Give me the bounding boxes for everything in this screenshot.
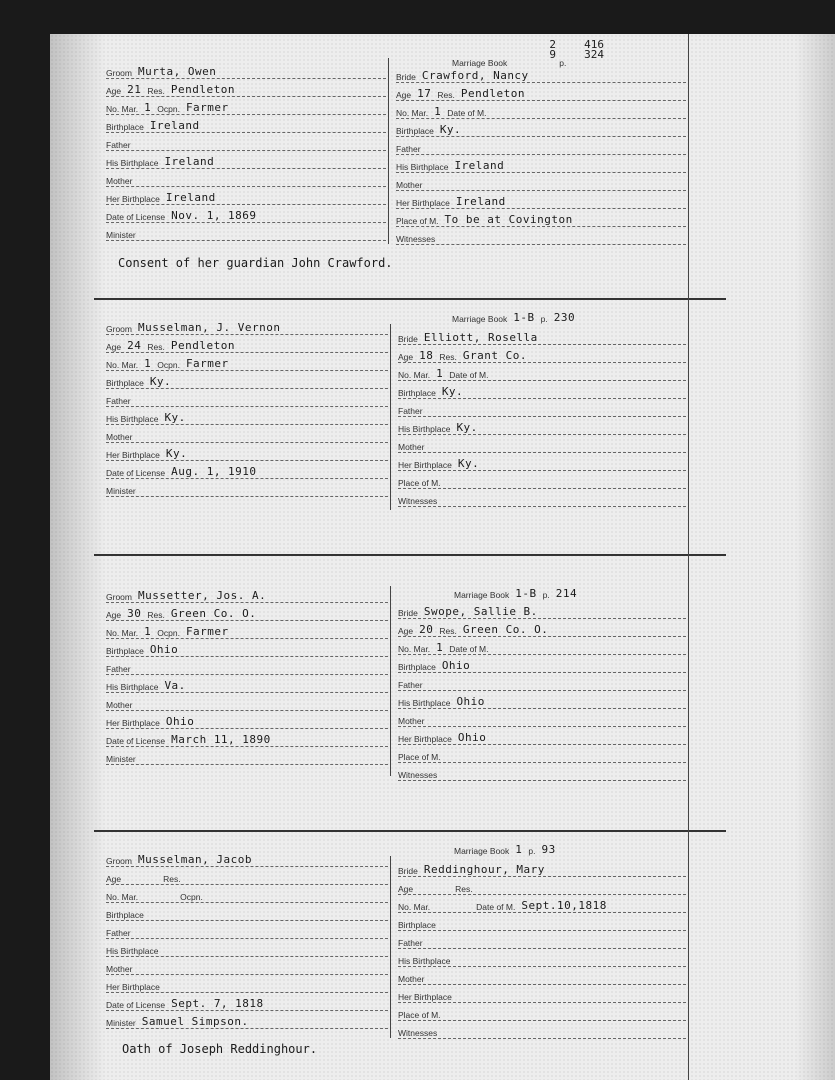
groom-birthplace-row: Birthplace Ireland [106, 114, 386, 133]
groom-name: Murta, Owen [137, 65, 217, 78]
groom-name-row: Groom Murta, Owen [106, 60, 386, 79]
groom-age-row: Age 24 Res. Pendleton [106, 334, 388, 353]
groom-name-row: Groom Musselman, J. Vernon [106, 316, 388, 335]
bride-birthplace-row: Birthplace Ky. [396, 118, 686, 137]
groom-his-birthplace-row: His Birthplace Ireland [106, 150, 386, 169]
groom-her-birthplace-row: Her Birthplace Ky. [106, 442, 388, 461]
bride-name: Elliott, Rosella [423, 331, 538, 344]
bride-name: Reddinghour, Mary [423, 863, 545, 876]
groom-nomar-row: No. Mar. Ocpn. [106, 884, 388, 903]
record-note: Oath of Joseph Reddinghour. [122, 1042, 318, 1056]
bride-name-row: Bride Swope, Sallie B. [398, 600, 686, 619]
groom-name: Musselman, Jacob [137, 853, 252, 866]
minister-row: Minister [106, 222, 386, 241]
column-divider [388, 58, 389, 244]
bride-name: Swope, Sallie B. [423, 605, 538, 618]
groom-age-row: Age 21 Res. Pendleton [106, 78, 386, 97]
section-divider [94, 554, 726, 556]
marriage-book-ref: Marriage Book 1-B p. 214 [454, 587, 578, 600]
bride-his-birthplace-row: His Birthplace Ireland [396, 154, 686, 173]
groom-age-row: Age 30 Res. Green Co. O. [106, 602, 388, 621]
groom-his-birthplace-row: His Birthplace Va. [106, 674, 388, 693]
bride-nomar-row: No. Mar. 1 Date of M. [396, 100, 686, 119]
record-page [50, 34, 835, 1080]
bride-father-row: Father [398, 672, 686, 691]
groom-her-birthplace-row: Her Birthplace Ireland [106, 186, 386, 205]
bride-nomar-row: No. Mar. 1 Date of M. [398, 636, 686, 655]
bride-age-row: Age Res. [398, 876, 686, 895]
book-volume-stack: 2 9 [549, 38, 556, 61]
column-divider [390, 856, 391, 1038]
bride-his-birthplace-row: His Birthplace Ohio [398, 690, 686, 709]
bride-birthplace-row: Birthplace [398, 912, 686, 931]
groom-age-row: Age Res. [106, 866, 388, 885]
bride-mother-row: Mother [398, 966, 686, 985]
groom-birthplace-row: Birthplace [106, 902, 388, 921]
marriage-book-ref: Marriage Book 1 p. 93 [454, 843, 556, 856]
column-divider [390, 586, 391, 776]
groom-name: Musselman, J. Vernon [137, 321, 281, 334]
bride-her-birthplace-row: Her Birthplace [398, 984, 686, 1003]
marriage-book-ref: Marriage Book p. [452, 58, 567, 68]
groom-mother-row: Mother [106, 424, 388, 443]
witnesses-row: Witnesses [396, 226, 686, 245]
witnesses-row: Witnesses [398, 1020, 686, 1039]
groom-nomar-row: No. Mar. 1 Ocpn. Farmer [106, 620, 388, 639]
bride-name: Crawford, Nancy [421, 69, 529, 82]
license-date-row: Date of License Sept. 7, 1818 [106, 992, 388, 1011]
bride-father-row: Father [396, 136, 686, 155]
groom-name-row: Groom Mussetter, Jos. A. [106, 584, 388, 603]
bride-nomar-row: No. Mar. Date of M. Sept.10,1818 [398, 894, 686, 913]
license-date-row: Date of License March 11, 1890 [106, 728, 388, 747]
column-divider [390, 324, 391, 510]
bride-nomar-row: No. Mar. 1 Date of M. [398, 362, 686, 381]
place-of-marriage-row: Place of M. [398, 1002, 686, 1021]
groom-father-row: Father [106, 132, 386, 151]
bride-birthplace-row: Birthplace Ky. [398, 380, 686, 399]
groom-father-row: Father [106, 388, 388, 407]
bride-mother-row: Mother [398, 708, 686, 727]
groom-father-row: Father [106, 656, 388, 675]
groom-nomar-row: No. Mar. 1 Ocpn. Farmer [106, 352, 388, 371]
section-divider [94, 830, 726, 832]
bride-mother-row: Mother [396, 172, 686, 191]
groom-his-birthplace-row: His Birthplace Ky. [106, 406, 388, 425]
record-note: Consent of her guardian John Crawford. [118, 256, 393, 270]
place-of-marriage-row: Place of M. [398, 470, 686, 489]
right-margin-line [688, 34, 689, 1080]
groom-father-row: Father [106, 920, 388, 939]
bride-her-birthplace-row: Her Birthplace Ireland [396, 190, 686, 209]
book-page-stack: 416 324 [584, 38, 604, 61]
groom-nomar-row: No. Mar. 1 Ocpn. Farmer [106, 96, 386, 115]
groom-name: Mussetter, Jos. A. [137, 589, 267, 602]
minister-row: Minister [106, 746, 388, 765]
minister-row: Minister Samuel Simpson. [106, 1010, 388, 1029]
marriage-book-ref: Marriage Book 1-B p. 230 [452, 311, 576, 324]
witnesses-row: Witnesses [398, 488, 686, 507]
bride-birthplace-row: Birthplace Ohio [398, 654, 686, 673]
groom-birthplace-row: Birthplace Ky. [106, 370, 388, 389]
bride-father-row: Father [398, 930, 686, 949]
place-of-marriage-row: Place of M. To be at Covington [396, 208, 686, 227]
bride-age-row: Age 18 Res. Grant Co. [398, 344, 686, 363]
bride-her-birthplace-row: Her Birthplace Ohio [398, 726, 686, 745]
bride-his-birthplace-row: His Birthplace Ky. [398, 416, 686, 435]
bride-her-birthplace-row: Her Birthplace Ky. [398, 452, 686, 471]
bride-his-birthplace-row: His Birthplace [398, 948, 686, 967]
groom-name-row: Groom Musselman, Jacob [106, 848, 388, 867]
license-date-row: Date of License Aug. 1, 1910 [106, 460, 388, 479]
bride-age-row: Age 17 Res. Pendleton [396, 82, 686, 101]
groom-her-birthplace-row: Her Birthplace Ohio [106, 710, 388, 729]
groom-mother-row: Mother [106, 168, 386, 187]
bride-mother-row: Mother [398, 434, 686, 453]
bride-name-row: Bride Reddinghour, Mary [398, 858, 686, 877]
bride-name-row: Bride Crawford, Nancy [396, 64, 686, 83]
bride-father-row: Father [398, 398, 686, 417]
groom-his-birthplace-row: His Birthplace [106, 938, 388, 957]
groom-mother-row: Mother [106, 956, 388, 975]
bride-name-row: Bride Elliott, Rosella [398, 326, 686, 345]
bride-age-row: Age 20 Res. Green Co. O. [398, 618, 686, 637]
license-date-row: Date of License Nov. 1, 1869 [106, 204, 386, 223]
minister-row: Minister [106, 478, 388, 497]
groom-her-birthplace-row: Her Birthplace [106, 974, 388, 993]
witnesses-row: Witnesses [398, 762, 686, 781]
groom-mother-row: Mother [106, 692, 388, 711]
groom-birthplace-row: Birthplace Ohio [106, 638, 388, 657]
section-divider [94, 298, 726, 300]
place-of-marriage-row: Place of M. [398, 744, 686, 763]
